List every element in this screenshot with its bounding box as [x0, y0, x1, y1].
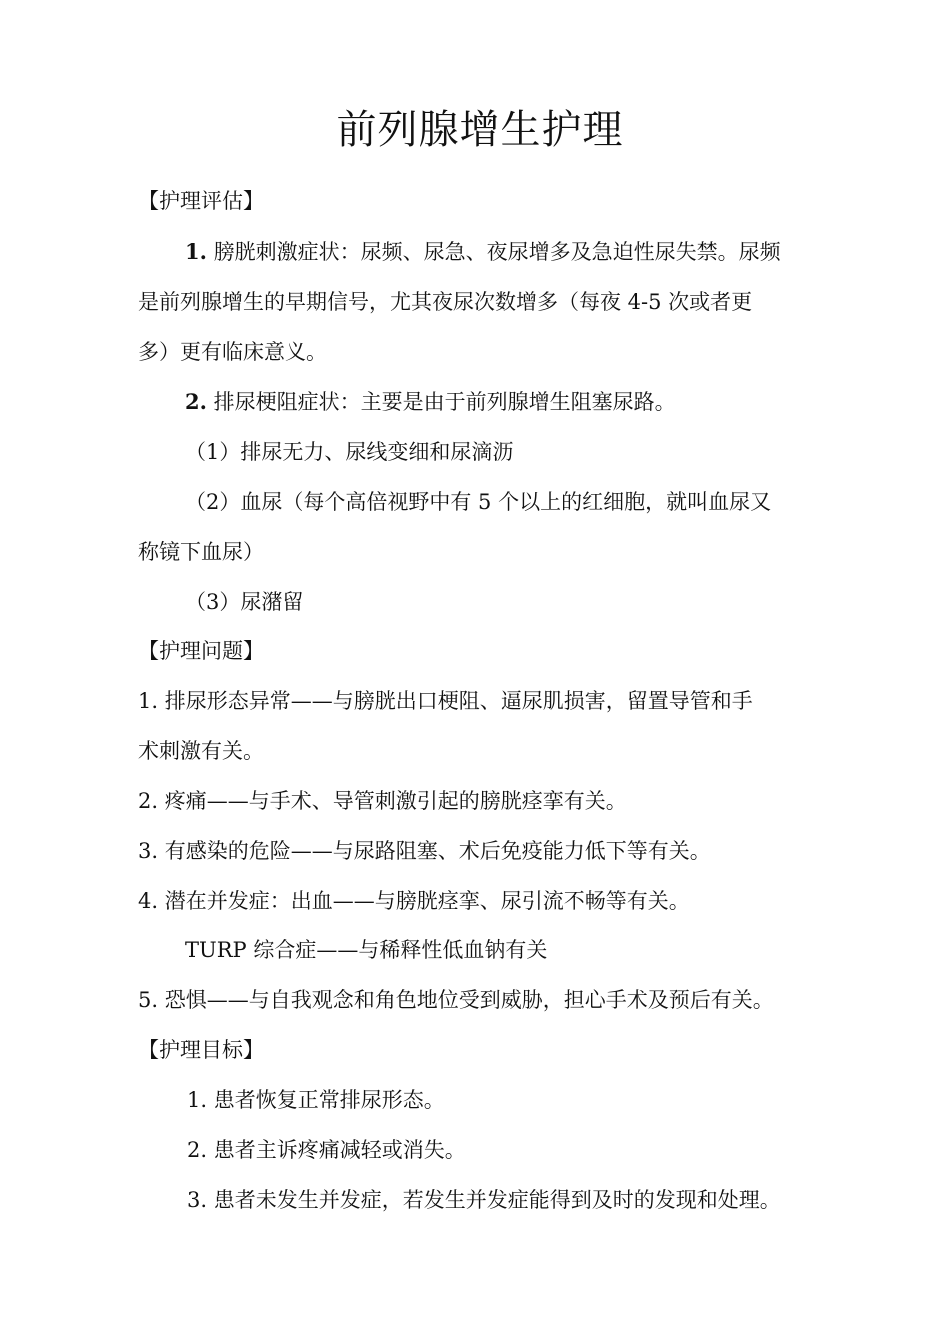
- assessment-item-1-line-1: [185, 237, 781, 267]
- assessment-sub-item-1: （1）排尿无力、尿线变细和尿滴沥: [185, 440, 514, 464]
- page-title: 前列腺增生护理: [336, 107, 624, 153]
- assessment-item-1-text: 膀胱刺激症状：尿频、尿急、夜尿增多及急迫性尿失禁。尿频: [206, 240, 781, 264]
- section-heading-goals: 【护理目标】: [138, 1038, 264, 1062]
- assessment-sub-item-3: （3）尿潴留: [185, 590, 304, 614]
- assessment-sub-item-2-line-2: 称镜下血尿）: [138, 540, 264, 564]
- problem-4-sub: TURP 综合症——与稀释性低血钠有关: [185, 938, 548, 962]
- problem-3: 3. 有感染的危险——与尿路阻塞、术后免疫能力低下等有关。: [138, 839, 711, 863]
- problem-5: 5. 恐惧——与自我观念和角色地位受到威胁，担心手术及预后有关。: [138, 988, 774, 1012]
- assessment-sub-item-2-line-1: （2）血尿（每个高倍视野中有 5 个以上的红细胞，就叫血尿又: [185, 490, 772, 514]
- goal-2: 2. 患者主诉疼痛减轻或消失。: [187, 1138, 466, 1162]
- assessment-item-2-number: 2.: [185, 389, 207, 414]
- problem-1-line-1: 1. 排尿形态异常——与膀胱出口梗阻、逼尿肌损害，留置导管和手: [138, 689, 753, 713]
- goal-3: 3. 患者未发生并发症，若发生并发症能得到及时的发现和处理。: [187, 1188, 781, 1212]
- assessment-item-2-text: 排尿梗阻症状：主要是由于前列腺增生阻塞尿路。: [206, 390, 676, 414]
- problem-2: 2. 疼痛——与手术、导管刺激引起的膀胱痉挛有关。: [138, 789, 627, 813]
- section-heading-assessment: 【护理评估】: [138, 189, 264, 213]
- goal-1: 1. 患者恢复正常排尿形态。: [187, 1088, 445, 1112]
- assessment-item-1-line-2: 是前列腺增生的早期信号，尤其夜尿次数增多（每夜 4-5 次或者更: [138, 290, 753, 314]
- assessment-item-1-number: 1.: [185, 239, 207, 264]
- problem-1-line-2: 术刺激有关。: [138, 739, 264, 763]
- problem-4: 4. 潜在并发症：出血——与膀胱痉挛、尿引流不畅等有关。: [138, 889, 690, 913]
- section-heading-problems: 【护理问题】: [138, 639, 264, 663]
- assessment-item-2-line-1: [185, 387, 676, 417]
- assessment-item-1-line-3: 多）更有临床意义。: [138, 340, 327, 364]
